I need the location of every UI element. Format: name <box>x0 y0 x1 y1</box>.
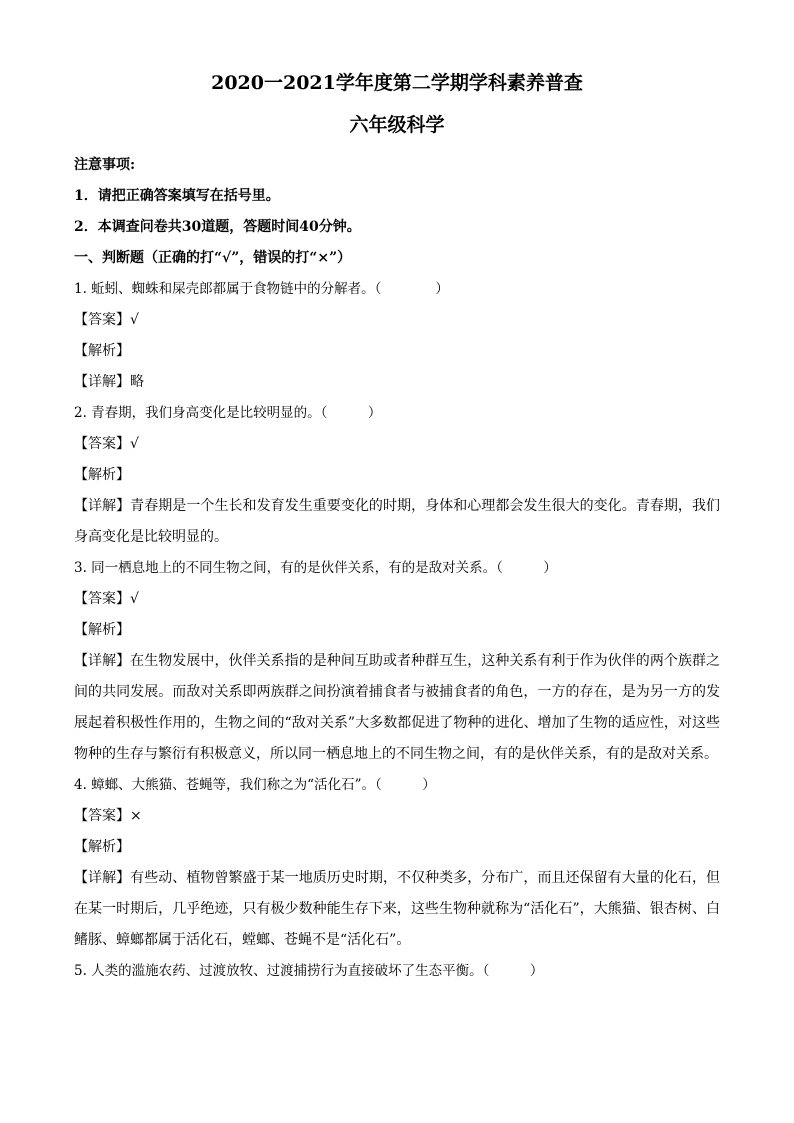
question-1-text: 1. 蚯蚓、蜘蛛和屎壳郎都属于食物链中的分解者。（ ） <box>74 281 449 297</box>
question-2-detail: 【详解】青春期是一个生长和发育发生重要变化的时期，身体和心理都会发生很大的变化。青春期，我们身高变化是比较明显的。 <box>74 498 720 545</box>
question-3-analysis: 【解析】 <box>74 622 130 638</box>
question-4-detail: 【详解】有些动、植物曾繁盛于某一地质历史时期，不仅种类多，分布广，而且还保留有大量的化石，但在某一时期后，几乎绝迹，只有极少数种能生存下来，这些生物种就称为“活化石”，大熊猫、银杏树、白鳍豚、蟑螂都属于活化石，螳螂、苍蝇不是“活化石”。 <box>74 870 720 948</box>
question-3-text: 3. 同一栖息地上的不同生物之间，有的是伙伴关系，有的是敌对关系。（ ） <box>74 560 557 576</box>
question-3-detail: 【详解】在生物发展中，伙伴关系指的是种间互助或者种群互生，这种关系有利于作为伙伴的两个族群之间的共同发展。而敌对关系即两族群之间扮演着捕食者与被捕食者的角色，一方的存在，是为另一方的发展起着积极性作用的，生物之间的“敌对关系”大多数都促进了物种的进化、增加了生物的适应性，对这些物种的生存与繁衍有积极意义，所以同一栖息地上的不同生物之间，有的是伙伴关系，有的是敌对关系。 <box>74 653 720 762</box>
question-4-text: 4. 蟑螂、大熊猫、苍蝇等，我们称之为“活化石”。（ ） <box>74 777 436 793</box>
section-heading: 一、判断题（正确的打“√”，错误的打“×”） <box>74 250 352 266</box>
question-5-text: 5. 人类的滥施农药、过渡放牧、过渡捕捞行为直接破坏了生态平衡。（ ） <box>74 963 544 979</box>
question-1-detail: 【详解】略 <box>74 374 144 390</box>
note-item-1: 1．请把正确答案填写在括号里。 <box>74 188 280 204</box>
document-page <box>74 70 720 987</box>
document-title: 2020一2021学年度第二学期学科素养普查 <box>211 72 583 94</box>
question-2-text: 2. 青春期，我们身高变化是比较明显的。（ ） <box>74 405 382 421</box>
question-1-answer: 【答案】√ <box>74 312 139 328</box>
question-4-answer: 【答案】× <box>74 808 142 824</box>
question-2-analysis: 【解析】 <box>74 467 130 483</box>
document-subtitle: 六年级科学 <box>349 114 445 136</box>
question-4-analysis: 【解析】 <box>74 839 130 855</box>
question-3-answer: 【答案】√ <box>74 591 139 607</box>
question-2-answer: 【答案】√ <box>74 436 139 452</box>
notes-heading: 注意事项: <box>74 157 136 173</box>
note-item-2: 2．本调查问卷共30道题，答题时间40分钟。 <box>74 219 361 235</box>
question-1-analysis: 【解析】 <box>74 343 130 359</box>
